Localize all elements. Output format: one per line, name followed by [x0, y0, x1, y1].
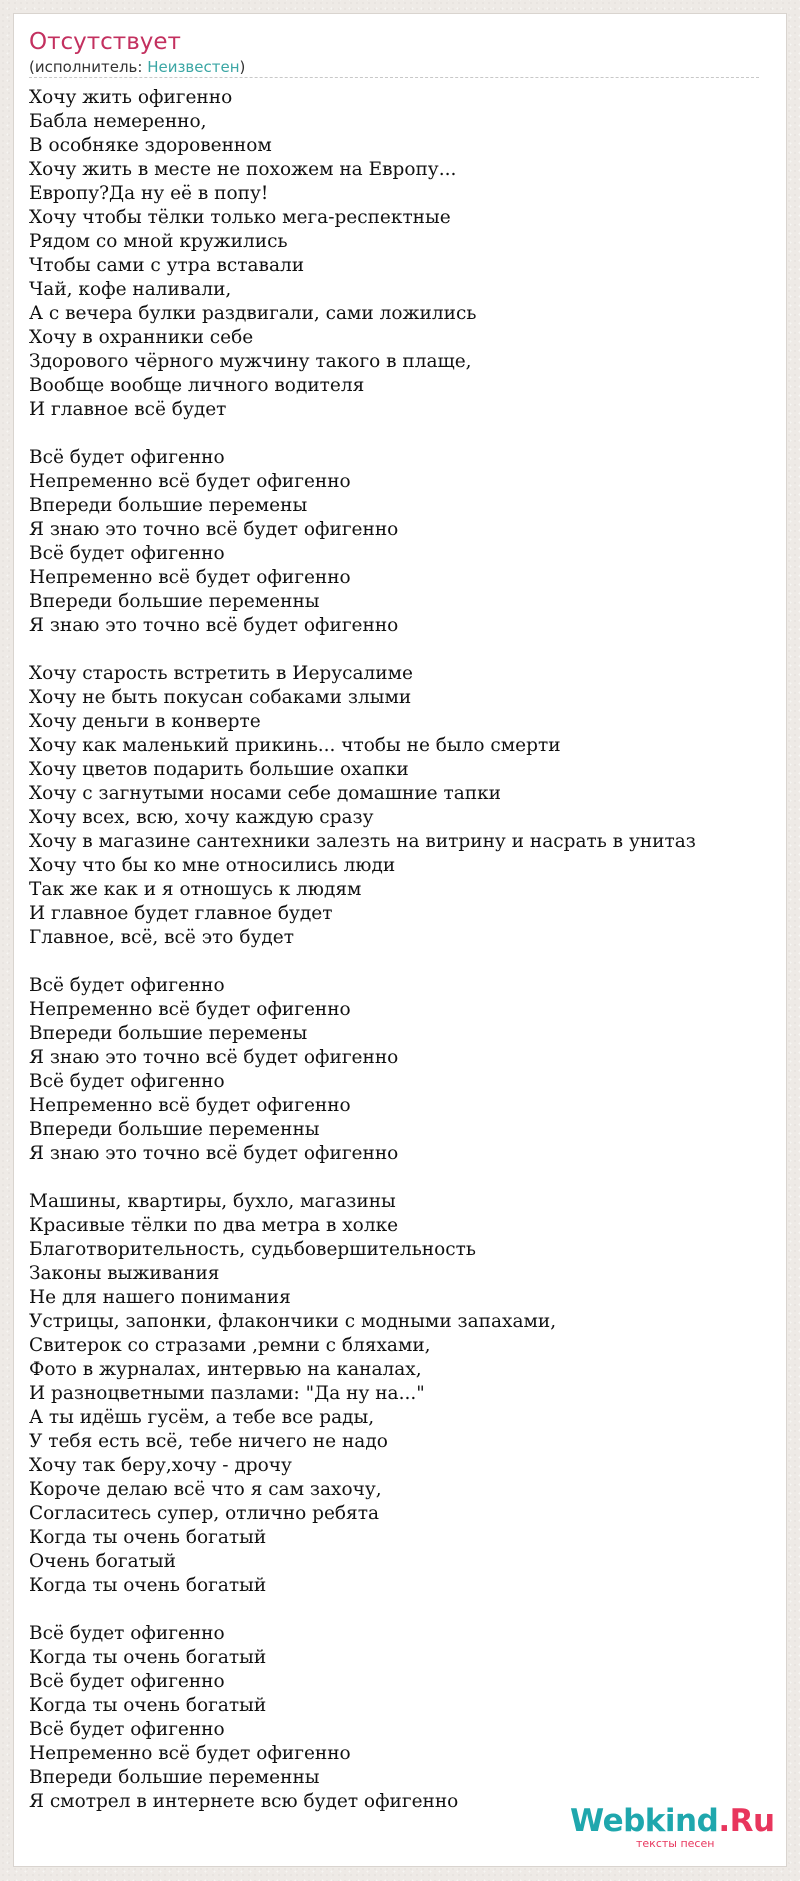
lyric-line: Законы выживания [29, 1263, 220, 1284]
logo-tagline: тексты песен [636, 1837, 715, 1850]
lyric-line: Непременно всё будет офигенно [29, 567, 351, 588]
lyric-line: Устрицы, запонки, флакончики с модными запахами, [29, 1311, 557, 1332]
lyric-line: У тебя есть всё, тебе ничего не надо [29, 1431, 388, 1452]
stanza-break [29, 1598, 769, 1622]
lyric-line: Рядом со мной кружились [29, 231, 288, 252]
lyric-line: Европу?Да ну её в попу! [29, 183, 269, 204]
lyric-line: Красивые тёлки по два метра в холке [29, 1215, 399, 1236]
lyric-line: Хочу так беру,хочу - дрочу [29, 1455, 292, 1476]
lyric-line: Не для нашего понимания [29, 1287, 291, 1308]
stanza-break [29, 638, 769, 662]
lyric-line: Бабла немеренно, [29, 111, 207, 132]
lyric-line: Хочу в охранники себе [29, 327, 254, 348]
lyric-line: Фото в журналах, интервью на каналах, [29, 1359, 422, 1380]
song-title: Отсутствует [29, 29, 181, 55]
site-logo[interactable] [570, 1803, 780, 1853]
artist-line [29, 57, 245, 77]
lyric-line: Согласитесь супер, отлично ребята [29, 1503, 379, 1524]
lyric-line: Когда ты очень богатый [29, 1575, 267, 1596]
lyric-line: Чтобы сами с утра вставали [29, 255, 305, 276]
lyric-line: Хочу цветов подарить большие охапки [29, 759, 409, 780]
lyric-line: Хочу деньги в конверте [29, 711, 261, 732]
lyric-line: Когда ты очень богатый [29, 1527, 267, 1548]
lyric-line: В особняке здоровенном [29, 135, 272, 156]
lyric-line: Я знаю это точно всё будет офигенно [29, 1047, 399, 1068]
logo-wordmark [570, 1803, 775, 1839]
lyric-line: Впереди большие переменны [29, 1119, 320, 1140]
logo-name: Webkind [570, 1803, 719, 1839]
lyric-line: Так же как и я отношусь к людям [29, 879, 362, 900]
lyrics-block [29, 86, 769, 1814]
lyric-line: Главное, всё, всё это будет [29, 927, 294, 948]
lyric-line: А ты идёшь гусём, а тебе все рады, [29, 1407, 375, 1428]
lyric-line: Всё будет офигенно [29, 1071, 225, 1092]
artist-link[interactable]: Неизвестен [147, 58, 240, 76]
stanza-break [29, 422, 769, 446]
lyric-line: Всё будет офигенно [29, 975, 225, 996]
lyric-line: Хочу что бы ко мне относились люди [29, 855, 396, 876]
lyric-line: Непременно всё будет офигенно [29, 1095, 351, 1116]
lyric-line: Хочу как маленький прикинь... чтобы не было смерти [29, 735, 561, 756]
lyric-line: Хочу чтобы тёлки только мега-респектные [29, 207, 451, 228]
lyric-line: Я знаю это точно всё будет офигенно [29, 1143, 399, 1164]
lyric-line: И главное всё будет [29, 399, 227, 420]
lyric-line: Очень богатый [29, 1551, 176, 1572]
lyric-line: Впереди большие перемены [29, 495, 308, 516]
lyric-line: Всё будет офигенно [29, 1671, 225, 1692]
lyric-line: И главное будет главное будет [29, 903, 333, 924]
lyric-line: Благотворительность, судьбовершительность [29, 1239, 476, 1260]
lyric-line: Когда ты очень богатый [29, 1647, 267, 1668]
lyric-line: И разноцветными пазлами: "Да ну на..." [29, 1383, 425, 1404]
title-divider [29, 77, 759, 78]
lyric-line: Вообще вообще личного водителя [29, 375, 365, 396]
stanza-break [29, 1166, 769, 1190]
lyric-line: Я знаю это точно всё будет офигенно [29, 615, 399, 636]
lyric-line: Я смотрел в интернете всю будет офигенно [29, 1791, 459, 1812]
lyric-line: Чай, кофе наливали, [29, 279, 232, 300]
lyric-line: Свитерок со стразами ,ремни с бляхами, [29, 1335, 431, 1356]
lyric-line: Непременно всё будет офигенно [29, 1743, 351, 1764]
lyric-line: Короче делаю всё что я сам захочу, [29, 1479, 382, 1500]
lyric-line: Непременно всё будет офигенно [29, 999, 351, 1020]
lyric-line: Машины, квартиры, бухло, магазины [29, 1191, 396, 1212]
artist-suffix: ) [239, 58, 246, 76]
lyric-line: Хочу всех, всю, хочу каждую сразу [29, 807, 374, 828]
lyric-line: Здорового чёрного мужчину такого в плаще, [29, 351, 472, 372]
lyric-line: Хочу жить офигенно [29, 87, 233, 108]
artist-prefix: (исполнитель: [29, 58, 148, 76]
lyric-line: Всё будет офигенно [29, 1719, 225, 1740]
stanza-break [29, 950, 769, 974]
lyric-line: А с вечера булки раздвигали, сами ложились [29, 303, 477, 324]
lyric-line: Хочу старость встретить в Иерусалиме [29, 663, 413, 684]
lyric-line: Я знаю это точно всё будет офигенно [29, 519, 399, 540]
lyric-line: Хочу жить в месте не похожем на Европу... [29, 159, 457, 180]
logo-tld: .Ru [718, 1803, 775, 1839]
lyric-line: Всё будет офигенно [29, 543, 225, 564]
lyric-line: Непременно всё будет офигенно [29, 471, 351, 492]
lyric-line: Хочу не быть покусан собаками злыми [29, 687, 412, 708]
lyric-line: Хочу с загнутыми носами себе домашние тапки [29, 783, 501, 804]
lyric-line: Хочу в магазине сантехники залезть на витрину и насрать в унитаз [29, 831, 696, 852]
lyric-line: Впереди большие переменны [29, 591, 320, 612]
lyric-line: Когда ты очень богатый [29, 1695, 267, 1716]
lyric-line: Всё будет офигенно [29, 1623, 225, 1644]
lyric-line: Впереди большие переменны [29, 1767, 320, 1788]
lyric-line: Впереди большие перемены [29, 1023, 308, 1044]
lyric-line: Всё будет офигенно [29, 447, 225, 468]
